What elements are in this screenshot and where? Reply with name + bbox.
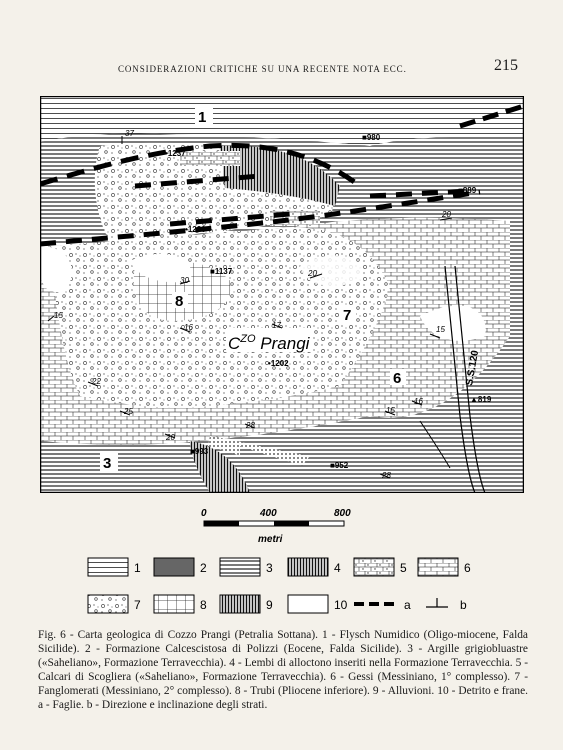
dip-symbol xyxy=(385,406,395,415)
page-number: 215 xyxy=(494,57,518,74)
svg-text:37: 37 xyxy=(125,129,134,138)
place-name: $C^{ZO}$ Prangi xyxy=(228,333,310,353)
dip-symbol xyxy=(180,276,190,285)
elevation-label: ■952 xyxy=(330,461,349,470)
svg-text:4: 4 xyxy=(334,561,341,575)
svg-text:28: 28 xyxy=(382,471,391,480)
dip-symbol xyxy=(412,397,423,406)
legend-item-10 xyxy=(288,595,348,613)
svg-text:8: 8 xyxy=(200,598,207,612)
legend-dip-symbol xyxy=(426,598,467,612)
svg-text:10: 10 xyxy=(334,598,348,612)
legend xyxy=(86,555,486,617)
elevation-label: ■1137 xyxy=(210,267,233,276)
unit-label-3: 3 xyxy=(103,455,112,472)
legend-item-4 xyxy=(288,558,341,576)
svg-text:20: 20 xyxy=(308,269,317,278)
svg-text:5: 5 xyxy=(400,561,407,575)
unit-label-1: 1 xyxy=(198,109,207,126)
unit-label-7: 7 xyxy=(343,307,352,324)
scale-unit: metri xyxy=(258,534,283,545)
svg-text:9: 9 xyxy=(266,598,273,612)
scale-bar xyxy=(190,506,390,546)
legend-item-9 xyxy=(220,595,273,613)
legend-fault xyxy=(354,598,411,612)
dip-symbol xyxy=(165,433,175,442)
legend-item-7 xyxy=(88,595,141,613)
elevation-label: ■889 xyxy=(458,186,477,195)
geological-map xyxy=(40,96,524,493)
figure-caption: Fig. 6 - Carta geologica di Cozzo Prangi (Petralia Sottana). 1 - Flysch Numidico (Oligo-miocene, Falda Sicilide). 2 - Formazione Calcescistosa di Polizzi (Eocene, Falda Sicilide). 3 - Argille grigiobluastre («Saheliano», Formazione Terravecchia). 4 - Lembi di alloctono inseriti nella Formazione Terravecchia. 5 - Calcari di Scogliera («Saheliano», Formazione Terravecchia). 6 - Gessi (Messiniano, 1° complesso). 7 - Fanglomerati (Messiniano, 2° complesso). 8 - Trubi (Pliocene inferiore). 9 - Alluvioni. 10 - Detrito e frane. a - Faglie. b - Direzione e inclinazione degli strati. xyxy=(38,629,528,711)
svg-text:3: 3 xyxy=(266,561,273,575)
elevation-label: •1202 xyxy=(268,359,289,368)
svg-text:28: 28 xyxy=(246,421,255,430)
running-title: CONSIDERAZIONI CRITICHE SU UNA RECENTE NOTA ECC. xyxy=(118,64,407,74)
scale-tick-800: 800 xyxy=(334,508,351,519)
svg-text:20: 20 xyxy=(442,210,451,219)
dip-symbol xyxy=(380,471,391,480)
unit-label-6: 6 xyxy=(393,370,402,387)
elevation-label: •1236 xyxy=(185,225,206,234)
svg-text:b: b xyxy=(460,598,467,612)
svg-text:1: 1 xyxy=(134,561,141,575)
svg-text:15: 15 xyxy=(386,406,395,415)
dip-symbol xyxy=(440,210,452,220)
svg-text:16: 16 xyxy=(414,397,423,406)
svg-text:30: 30 xyxy=(180,276,189,285)
svg-text:2: 2 xyxy=(200,561,207,575)
svg-text:22: 22 xyxy=(92,377,101,386)
svg-text:17: 17 xyxy=(272,321,281,330)
road-label: S.S.120 xyxy=(464,349,482,387)
svg-text:16: 16 xyxy=(184,323,193,332)
svg-text:20: 20 xyxy=(166,433,175,442)
scale-tick-400: 400 xyxy=(260,508,277,519)
svg-text:6: 6 xyxy=(464,561,471,575)
legend-item-6 xyxy=(418,558,471,576)
elevation-label: •1237 xyxy=(165,149,186,158)
dip-symbol xyxy=(245,421,255,430)
elevation-label: ■993 xyxy=(190,447,209,456)
elevation-label: ▲819 xyxy=(470,395,492,404)
scale-tick-0: 0 xyxy=(201,508,207,519)
svg-text:15: 15 xyxy=(436,325,445,334)
legend-item-1 xyxy=(88,558,141,576)
svg-text:15: 15 xyxy=(54,311,63,320)
legend-item-8 xyxy=(154,595,207,613)
legend-item-3 xyxy=(220,558,273,576)
svg-text:25: 25 xyxy=(124,407,133,416)
dip-symbol xyxy=(272,321,282,330)
unit-label-8: 8 xyxy=(175,293,184,310)
svg-text:a: a xyxy=(404,598,411,612)
legend-item-5 xyxy=(354,558,407,576)
legend-item-2 xyxy=(154,558,207,576)
elevation-label: ■980 xyxy=(362,133,381,142)
svg-text:7: 7 xyxy=(134,598,141,612)
